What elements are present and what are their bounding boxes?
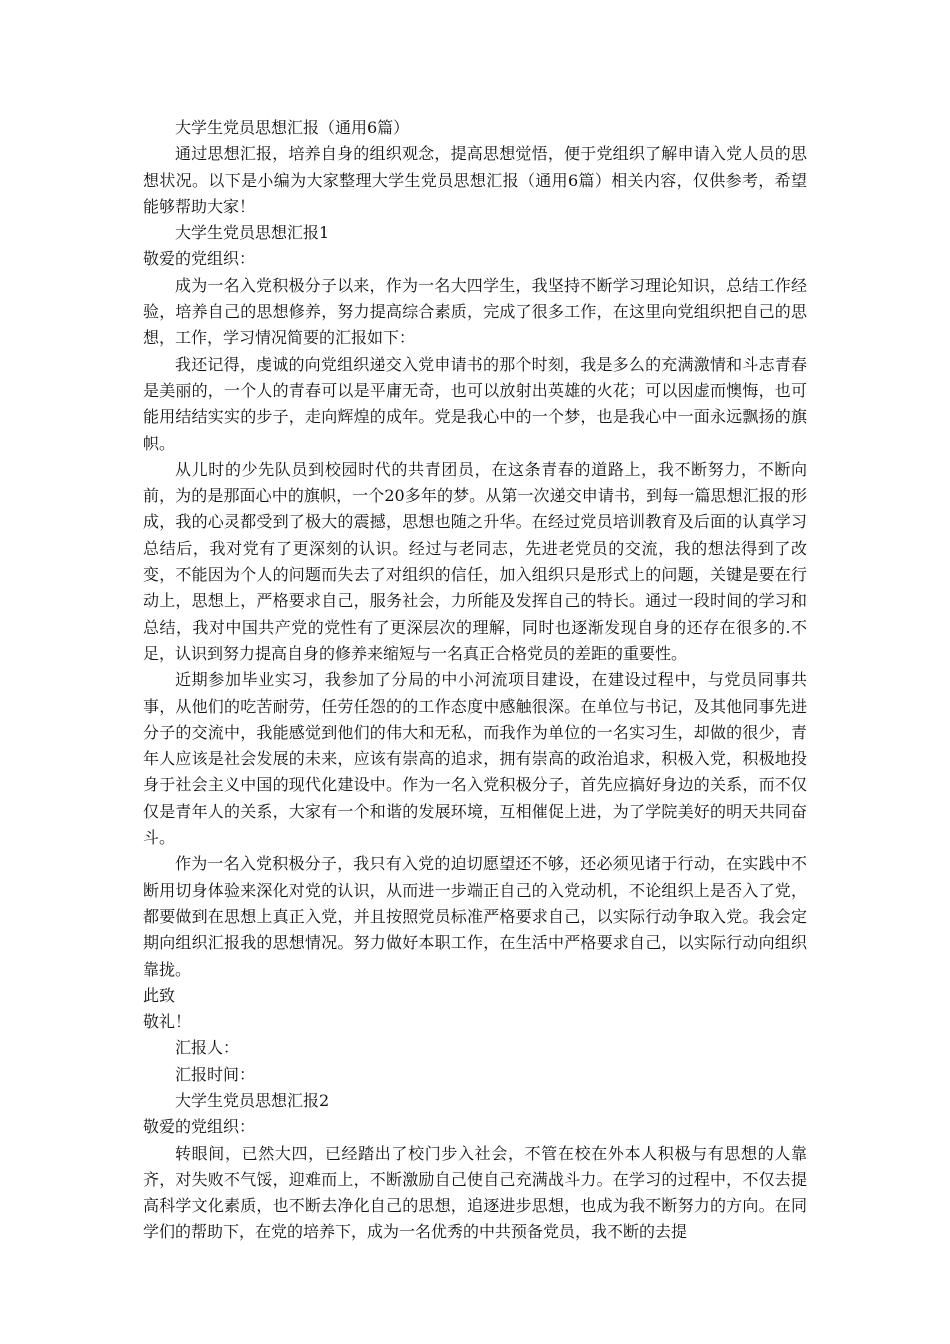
report2-salutation: 敬爱的党组织： (143, 1117, 256, 1137)
report1-paragraph-1: 成为一名入党积极分子以来，作为一名大四学生，我坚持不断学习理论知识，总结工作经验，培养自己的思想修养，努力提高综合素质，完成了很多工作，在这里向党组织把自己的思想，工作，学习情况简要的汇报如下： (143, 275, 807, 348)
report1-heading: 大学生党员思想汇报1 (175, 223, 330, 243)
report1-salutation: 敬爱的党组织： (143, 249, 256, 269)
report1-report-time: 汇报时间： (175, 1064, 256, 1084)
report1-paragraph-4: 近期参加毕业实习，我参加了分局的中小河流项目建设，在建设过程中，与党员同事共事，从他们的吃苦耐劳，任劳任怨的的工作态度中感触很深。在单位与书记，及其他同事先进分子的交流中，我能感觉到他们的伟大和无私，而我作为单位的一名实习生，却做的很少，青年人应该是社会发展的未来，应该有崇高的追求，拥有崇高的政治追求，积极入党，积极地投身于社会主义中国的现代化建设中。作为一名入党积极分子，首先应搞好身边的关系，而不仅仅是青年人的关系，大家有一个和谐的发展环境，互相催促上进，为了学院美好的明天共同奋斗。 (143, 670, 807, 848)
document-title: 大学生党员思想汇报（通用6篇） (175, 118, 410, 137)
report1-reporter: 汇报人： (175, 1038, 240, 1058)
report1-paragraph-5: 作为一名入党积极分子，我只有入党的迫切愿望还不够，还必须见诸于行动，在实践中不断用切身体验来深化对党的认识，从而进一步端正自己的入党动机，不论组织上是否入了党，都要做到在思想上真正入党，并且按照党员标准严格要求自己，以实际行动争取入党。我会定期向组织汇报我的思想情况。努力做好本职工作，在生活中严格要求自己，以实际行动向组织靠拢。 (143, 854, 807, 979)
report2-paragraph-1: 转眼间，已然大四，已经踏出了校门步入社会，不管在校在外本人积极与有思想的人靠齐，对失败不气馁，迎难而上，不断激励自己使自己充满战斗力。在学习的过程中，不仅去提高科学文化素质，也不断去净化自己的思想，追逐进步思想，也成为我不断努力的方向。在同学们的帮助下，在党的培养下，成为一名优秀的中共预备党员，我不断的去提 (143, 1143, 807, 1242)
report2-heading: 大学生党员思想汇报2 (175, 1090, 330, 1110)
report1-closing-1: 此致 (143, 985, 176, 1005)
report1-paragraph-3: 从儿时的少先队员到校园时代的共青团员，在这条青春的道路上，我不断努力，不断向前，为的是那面心中的旗帜，一个20多年的梦。从第一次递交申请书，到每一篇思想汇报的形成，我的心灵都受到了极大的震撼，思想也随之升华。在经过党员培训教育及后面的认真学习总结后，我对党有了更深刻的认识。经过与老同志，先进老党员的交流，我的想法得到了改变，不能因为个人的问题而失去了对组织的信任，加入组织只是形式上的问题，关键是要在行动上，思想上，严格要求自己，服务社会，力所能及发挥自己的特长。通过一段时间的学习和总结，我对中国共产党的党性有了更深层次的理解，同时也逐渐发现自身的还存在很多的.不足，认识到努力提高自身的修养来缩短与一名真正合格党员的差距的重要性。 (143, 459, 807, 663)
document-page (143, 115, 807, 1246)
intro-paragraph: 通过思想汇报，培养自身的组织观念，提高思想觉悟，便于党组织了解申请入党人员的思想状况。以下是小编为大家整理大学生党员思想汇报（通用6篇）相关内容，仅供参考，希望能够帮助大家！ (143, 144, 807, 216)
report1-paragraph-2: 我还记得，虔诚的向党组织递交入党申请书的那个时刻，我是多么的充满激情和斗志青春是美丽的，一个人的青春可以是平庸无奇，也可以放射出英雄的火花；可以因虚而懊悔，也可能用结结实实的步子，走向辉煌的成年。党是我心中的一个梦，也是我心中一面永远飘扬的旗帜。 (143, 354, 807, 453)
report1-closing-2: 敬礼！ (143, 1012, 192, 1032)
